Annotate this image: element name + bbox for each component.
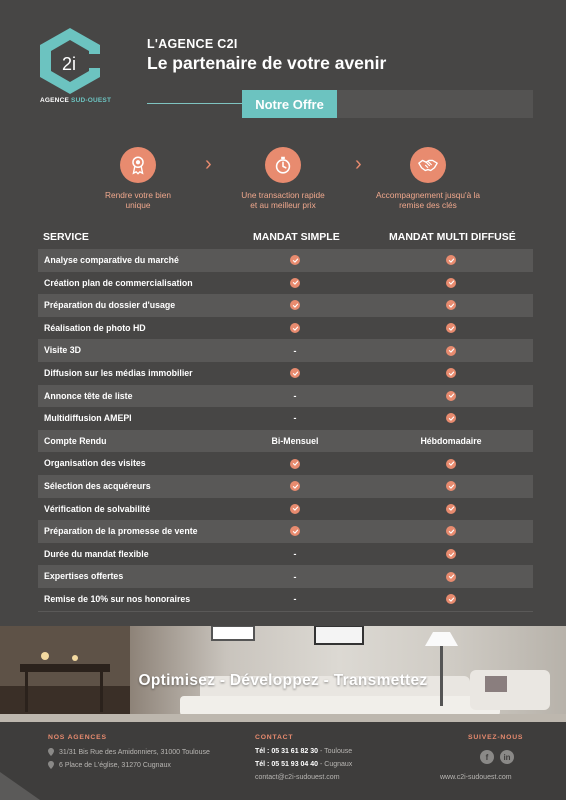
mandat-multi-cell [411,385,491,408]
mandat-multi-cell [411,520,491,543]
table-row [38,272,533,295]
mandat-simple-value: - [293,345,297,356]
mandat-simple-cell [255,317,335,340]
check-icon [446,549,456,559]
service-label: Préparation de la promesse de vente [44,526,198,537]
mandat-multi-cell [411,475,491,498]
service-label: Multidiffusion AMEPI [44,413,132,424]
table-row [38,407,533,430]
mandat-multi-cell [411,362,491,385]
check-icon [290,481,300,491]
check-icon [290,278,300,288]
mandat-multi-cell [411,430,491,453]
logo-region-text: SUD-OUEST [71,97,112,104]
feature-label-unique: Rendre votre bien unique [105,190,171,210]
mandat-simple-cell [255,498,335,521]
mandat-multi-cell [411,452,491,475]
service-label: Préparation du dossier d'usage [44,300,176,311]
agency-address-toulouse: 31/31 Bis Rue des Amidonniers, 31000 Toulouse [48,748,210,756]
column-mandat-simple: MANDAT SIMPLE [253,231,340,243]
check-icon [446,278,456,288]
services-table [38,249,533,611]
table-row [38,565,533,588]
mandat-multi-cell [411,407,491,430]
check-icon [446,255,456,265]
service-label: Organisation des visites [44,458,146,469]
table-header [38,228,533,248]
c2i-logo [38,26,102,96]
check-icon [446,346,456,356]
table-row [38,475,533,498]
mandat-multi-cell [411,272,491,295]
check-icon [446,300,456,310]
service-label: Réalisation de photo HD [44,322,146,333]
corner-decoration [0,772,40,800]
location-pin-icon [48,761,54,769]
service-label: Vérification de solvabilité [44,503,151,514]
column-service: SERVICE [43,231,89,243]
mandat-simple-cell [255,520,335,543]
service-label: Création plan de commercialisation [44,277,193,288]
footer-contact-title: CONTACT [255,734,294,741]
mandat-simple-cell [255,339,335,362]
check-icon [446,323,456,333]
check-icon [446,368,456,378]
table-row [38,385,533,408]
check-icon [446,526,456,536]
website-link[interactable]: www.c2i-sudouest.com [440,774,512,781]
service-label: Remise de 10% sur nos honoraires [44,593,191,604]
table-row [38,362,533,385]
mandat-simple-cell [255,294,335,317]
title-rule [147,103,242,104]
check-icon [290,300,300,310]
table-row [38,339,533,362]
check-icon [446,481,456,491]
check-icon [446,459,456,469]
check-icon [446,413,456,423]
linkedin-icon[interactable]: in [500,750,514,764]
table-row [38,452,533,475]
notre-offre-button[interactable]: Notre Offre [242,90,337,118]
mandat-simple-cell [255,385,335,408]
mandat-simple-cell [255,362,335,385]
mandat-simple-cell [255,588,335,611]
table-bottom-rule [38,611,533,612]
service-label: Sélection des acquéreurs [44,480,151,491]
logo-agency-text: AGENCE [40,97,70,104]
mandat-multi-cell [411,565,491,588]
mandat-simple-value: - [293,390,297,401]
table-row [38,543,533,566]
mandat-simple-cell [255,565,335,588]
check-icon [446,594,456,604]
check-icon [290,526,300,536]
table-row [38,430,533,453]
service-label: Analyse comparative du marché [44,255,179,265]
mandat-simple-cell [255,249,335,272]
table-row [38,249,533,272]
mandat-multi-cell [411,317,491,340]
table-row [38,294,533,317]
phone-toulouse[interactable]: Tél : 05 31 61 82 30 - Toulouse [255,748,353,755]
phone-cugnaux[interactable]: Tél : 05 51 93 04 40 - Cugnaux [255,761,353,768]
check-icon [446,391,456,401]
table-row [38,588,533,611]
mandat-simple-value: - [293,594,297,605]
agency-address-cugnaux: 6 Place de L'église, 31270 Cugnaux [48,761,171,769]
check-icon [290,255,300,265]
mandat-simple-cell [255,430,335,453]
mandat-simple-value: Bi-Mensuel [271,436,319,447]
feature-label-accompagnement: Accompagnement jusqu'à la remise des clés [376,190,480,210]
service-label: Visite 3D [44,345,82,356]
chevron-right-icon: › [355,153,362,175]
service-label: Compte Rendu [44,435,107,446]
table-row [38,317,533,340]
check-icon [290,323,300,333]
handshake-icon [410,147,446,183]
contact-email-link[interactable]: contact@c2i-sudouest.com [255,774,340,781]
check-icon [446,504,456,514]
service-label: Durée du mandat flexible [44,548,149,559]
service-label: Diffusion sur les médias immobilier [44,367,193,378]
feature-label-transaction: Une transaction rapide et au meilleur prix [241,190,325,210]
mandat-multi-value: Hébdomadaire [420,436,482,447]
mandat-multi-cell [411,588,491,611]
table-row [38,520,533,543]
logo-caption [40,97,111,104]
logo-mark: 2i [62,54,77,74]
mandat-simple-value: - [293,571,297,582]
mandat-multi-cell [411,249,491,272]
offer-bar [337,90,533,118]
check-icon [290,368,300,378]
check-icon [446,572,456,582]
mandat-simple-value: - [293,549,297,560]
mandat-simple-cell [255,543,335,566]
mandat-multi-cell [411,339,491,362]
mandat-simple-cell [255,407,335,430]
service-label: Expertises offertes [44,571,124,582]
service-label: Annonce tête de liste [44,390,133,401]
footer-follow-title: SUIVEZ-NOUS [468,734,524,741]
mandat-simple-value: - [293,413,297,424]
mandat-simple-cell [255,272,335,295]
agency-name: L'AGENCE C2I [147,37,238,51]
facebook-icon[interactable]: f [480,750,494,764]
award-ribbon-icon [120,147,156,183]
mandat-multi-cell [411,294,491,317]
check-icon [290,459,300,469]
table-row [38,498,533,521]
mandat-multi-cell [411,498,491,521]
footer-agencies-title: NOS AGENCES [48,734,107,741]
check-icon [290,504,300,514]
mandat-simple-cell [255,475,335,498]
page-title: Le partenaire de votre avenir [147,53,387,73]
mandat-simple-cell [255,452,335,475]
stopwatch-icon [265,147,301,183]
chevron-right-icon: › [205,153,212,175]
banner-slogan: Optimisez - Développez - Transmettez [138,672,428,689]
mandat-multi-cell [411,543,491,566]
column-mandat-multi: MANDAT MULTI DIFFUSÉ [389,231,516,243]
location-pin-icon [48,748,54,756]
